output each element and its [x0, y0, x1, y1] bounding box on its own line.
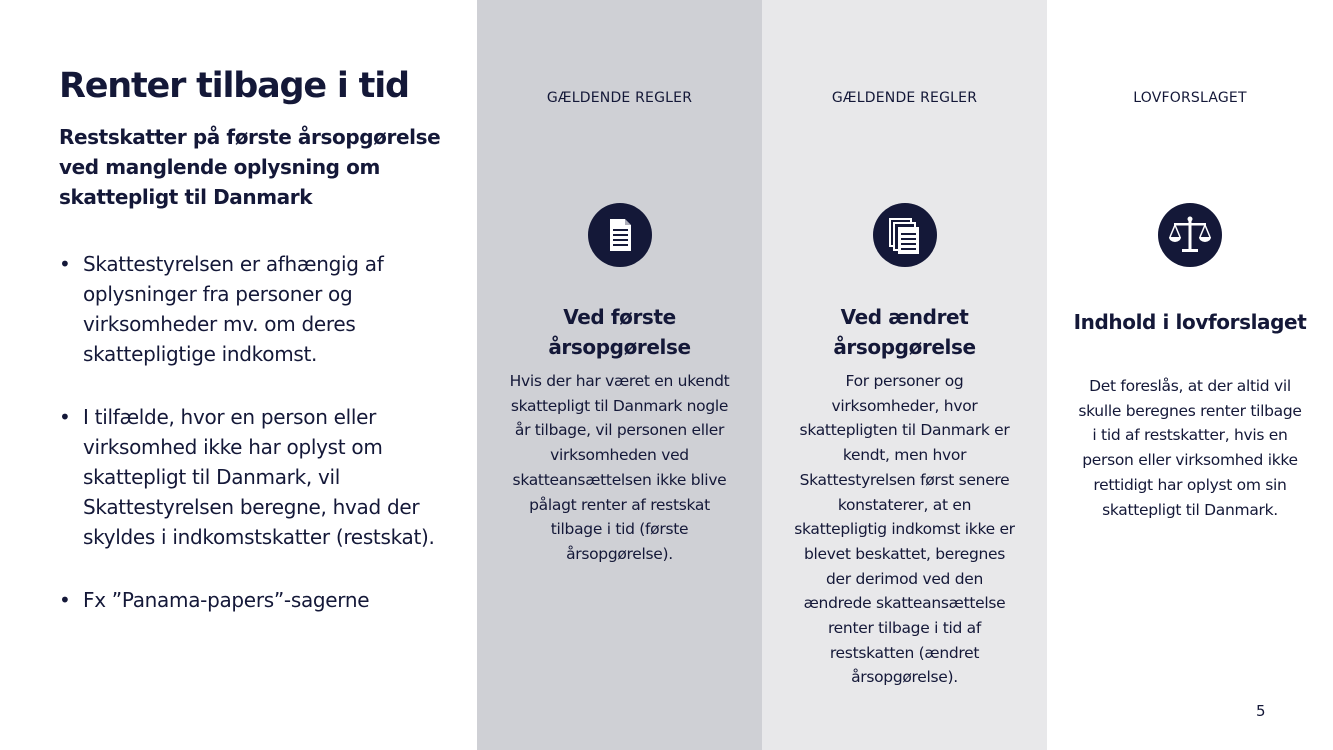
- page-number: 5: [1256, 702, 1266, 720]
- scales-icon: [1158, 203, 1222, 267]
- bullet-item: • Fx ”Panama-papers”-sagerne: [59, 588, 370, 612]
- bullet-item: • I tilfælde, hvor en person eller virksomhed ikke har oplyst om skattepligt til Danmark, vil Skattestyrelsen beregne, hvad der skyldes i indkomstskatter (restskat).: [59, 405, 435, 549]
- column-label: GÆLDENDE REGLER: [831, 90, 978, 106]
- page-title: Renter tilbage i tid: [59, 66, 409, 106]
- column-body: For personer og virksomheder, hvor skattepligten til Danmark er kendt, men hvor Skattestyrelsen først senere konstaterer, at en skattepligtig indkomst ikke er blevet beskattet, beregnes der derimod ved den ændrede skatteansættelse renter tilbage i tid af restskatten (ændret årsopgørelse).: [794, 372, 1015, 687]
- column-heading: Ved ændret årsopgørelse: [833, 305, 976, 359]
- column-label: GÆLDENDE REGLER: [546, 90, 693, 106]
- column-body: Hvis der har været en ukendt skattepligt til Danmark nogle år tilbage, vil personen eller virksomheden ved skatteansættelsen ikke blive pålagt renter af restskat tilbage i tid (første årsopgørelse).: [509, 372, 730, 563]
- bullet-item: • Skattestyrelsen er afhængig af oplysninger fra personer og virksomheder mv. om deres skattepligtige indkomst.: [59, 252, 384, 366]
- left-panel: [0, 0, 477, 750]
- column-current-rules-first: [477, 0, 762, 750]
- column-heading: Ved første årsopgørelse: [548, 305, 691, 359]
- column-label: LOVFORSLAGET: [1133, 90, 1247, 106]
- column-current-rules-changed: [762, 0, 1047, 750]
- page-subtitle: Restskatter på første årsopgørelse ved manglende oplysning om skattepligt til Danmark: [59, 125, 441, 209]
- bullet-text: Skattestyrelsen er afhængig af oplysninger fra personer og virksomheder mv. om deres skattepligtige indkomst.: [83, 252, 384, 366]
- column-bill: [1047, 0, 1333, 750]
- documents-stack-icon: [873, 203, 937, 267]
- bullet-text: Fx ”Panama-papers”-sagerne: [83, 588, 370, 612]
- bullet-text: I tilfælde, hvor en person eller virksomhed ikke har oplyst om skattepligt til Danmark, vil Skattestyrelsen beregne, hvad der skyldes i indkomstskatter (restskat).: [83, 405, 435, 549]
- column-body: Det foreslås, at der altid vil skulle beregnes renter tilbage i tid af restskatter, hvis en person eller virksomhed ikke rettidigt har oplyst om sin skattepligt til Danmark.: [1078, 377, 1302, 519]
- document-icon: [588, 203, 652, 267]
- column-heading: Indhold i lovforslaget: [1073, 310, 1307, 334]
